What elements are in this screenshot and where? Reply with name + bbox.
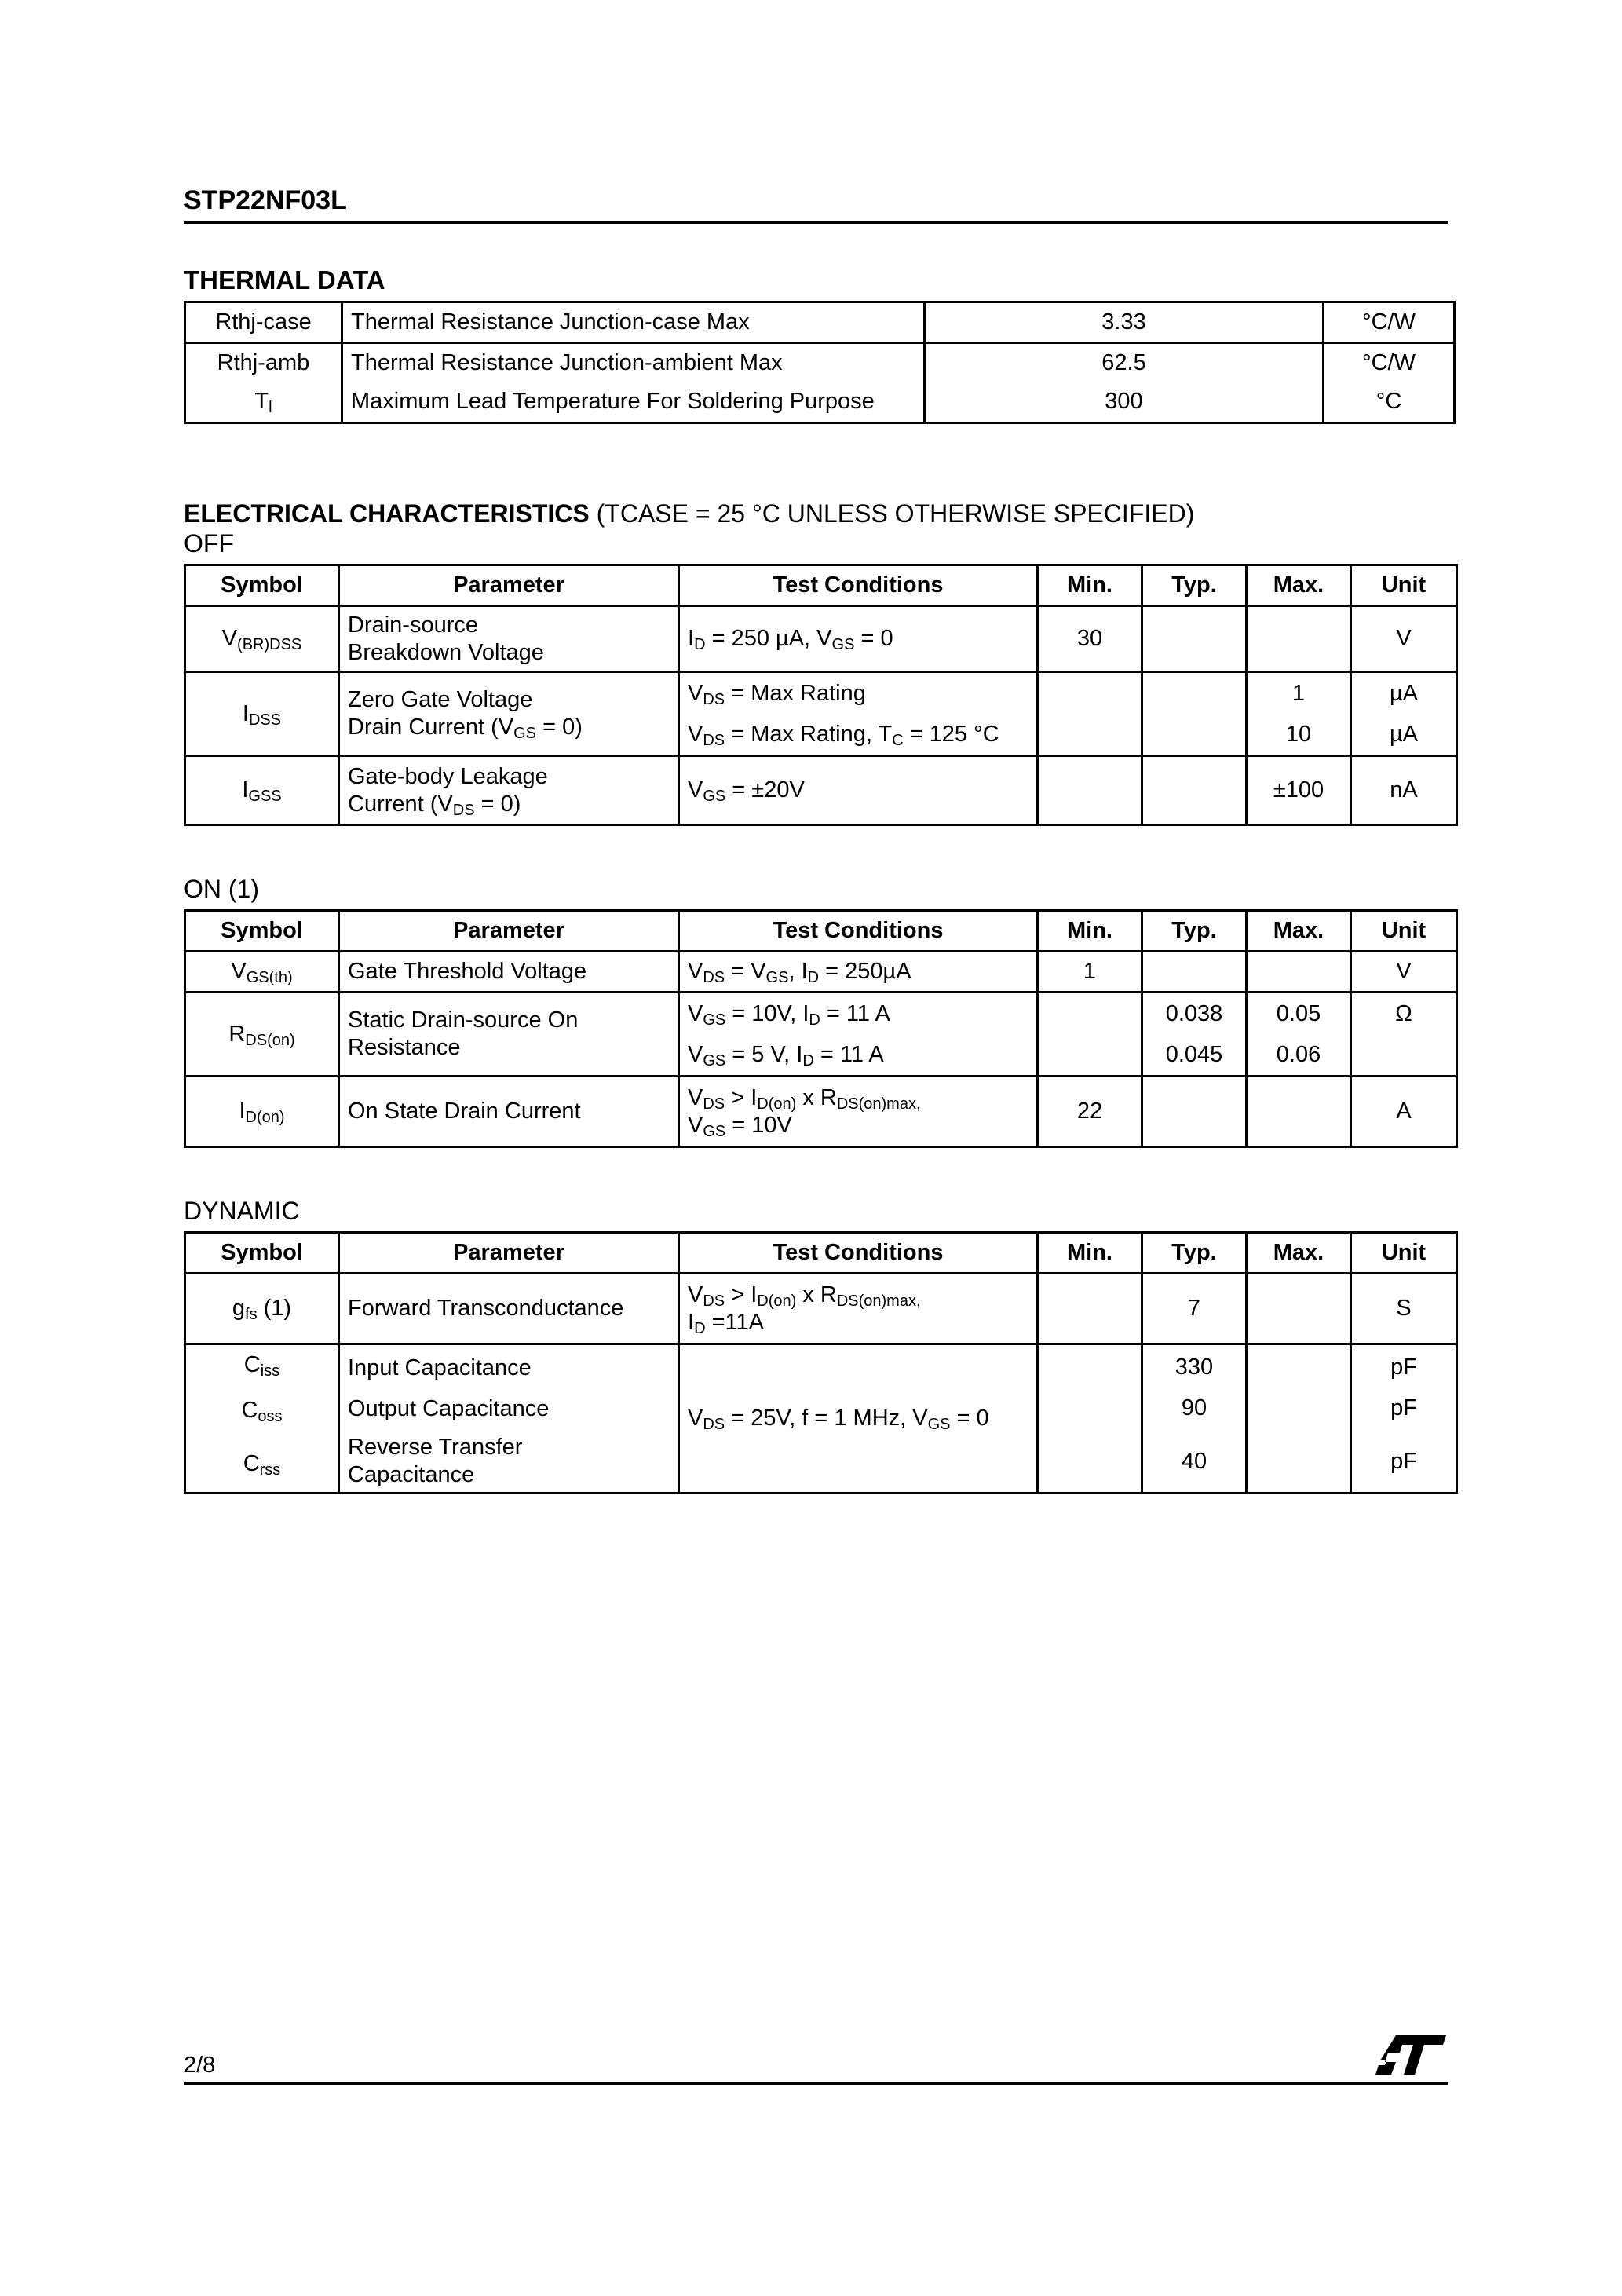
min-cell <box>1038 1274 1142 1344</box>
table-row <box>185 302 1455 343</box>
unit-cell: V <box>1351 952 1457 993</box>
unit-cell: nA <box>1351 756 1457 825</box>
table-header-row <box>185 911 1457 952</box>
parameter-cell: Static Drain-source On Resistance <box>339 993 679 1077</box>
header-symbol: Symbol <box>185 1233 339 1274</box>
typ-cell <box>1142 672 1247 756</box>
min-cell <box>1038 993 1142 1077</box>
symbol-cell: $g_{fs}$ (1) <box>185 1274 339 1344</box>
max-cell <box>1247 1274 1351 1344</box>
typ-cell: 330 90 40 <box>1142 1344 1247 1493</box>
header-parameter: Parameter <box>339 565 679 606</box>
parameter-cell: Gate-body Leakage Current $(V_{DS} = 0)$ <box>339 756 679 825</box>
thermal-parameter: Thermal Resistance Junction-ambient Max <box>342 343 925 382</box>
header-typ: Typ. <box>1142 911 1247 952</box>
conditions-cell: $V_{DS} = V_{GS}$, $I_D = 250\mu A$ <box>679 952 1038 993</box>
thermal-value: 62.5 <box>925 343 1324 382</box>
max-cell: ±100 <box>1247 756 1351 825</box>
min-cell: 22 <box>1038 1077 1142 1147</box>
on-section-title: ON (1) <box>184 875 259 903</box>
header-unit: Unit <box>1351 565 1457 606</box>
typ-cell: 7 <box>1142 1274 1247 1344</box>
thermal-unit: °C/W <box>1324 343 1455 382</box>
table-row <box>185 606 1457 672</box>
conditions-cell: $V_{DS} > I_{D(on)}$ x $R_{DS(on)max,}$ $V_{GS} = 10V$ <box>679 1077 1038 1147</box>
symbol-cell: $I_{DSS}$ <box>185 672 339 756</box>
table-row <box>185 382 1455 423</box>
off-table <box>184 564 1458 826</box>
off-section-title: OFF <box>184 529 234 558</box>
table-row <box>185 1077 1457 1147</box>
table-header-row <box>185 1233 1457 1274</box>
dynamic-table <box>184 1231 1458 1494</box>
table-header-row <box>185 565 1457 606</box>
thermal-value: 300 <box>925 382 1324 423</box>
unit-cell: V <box>1351 606 1457 672</box>
symbol-cell: $I_{D(on)}$ <box>185 1077 339 1147</box>
parameter-cell: Gate Threshold Voltage <box>339 952 679 993</box>
header-typ: Typ. <box>1142 565 1247 606</box>
conditions-cell: $V_{GS} = 10V$, $I_D = 11$ A $V_{GS} = 5$ V, $I_D = 11$ A <box>679 993 1038 1077</box>
table-row <box>185 756 1457 825</box>
unit-cell: pF pF pF <box>1351 1344 1457 1493</box>
table-row <box>185 672 1457 756</box>
st-logo-icon <box>1374 2032 1448 2078</box>
max-cell <box>1247 1344 1351 1493</box>
typ-cell: 0.038 0.045 <box>1142 993 1247 1077</box>
unit-cell: S <box>1351 1274 1457 1344</box>
max-cell <box>1247 1077 1351 1147</box>
on-table <box>184 909 1458 1148</box>
header-rule <box>184 221 1448 224</box>
header-max: Max. <box>1247 565 1351 606</box>
page-title: STP22NF03L <box>184 185 347 215</box>
symbol-cell: $V_{(BR)DSS}$ <box>185 606 339 672</box>
header-conditions: Test Conditions <box>679 565 1038 606</box>
header-unit: Unit <box>1351 1233 1457 1274</box>
max-cell <box>1247 606 1351 672</box>
symbol-cell: $C_{iss}$ $C_{oss}$ $C_{rss}$ <box>185 1344 339 1493</box>
table-row <box>185 952 1457 993</box>
thermal-unit: °C/W <box>1324 302 1455 343</box>
conditions-cell: $V_{GS} = \pm 20V$ <box>679 756 1038 825</box>
header-min: Min. <box>1038 1233 1142 1274</box>
table-row <box>185 993 1457 1077</box>
thermal-symbol: Rthj-amb <box>185 343 342 382</box>
header-parameter: Parameter <box>339 911 679 952</box>
header-symbol: Symbol <box>185 911 339 952</box>
thermal-data-title: THERMAL DATA <box>184 265 385 294</box>
header-parameter: Parameter <box>339 1233 679 1274</box>
parameter-cell: On State Drain Current <box>339 1077 679 1147</box>
max-cell: 1 10 <box>1247 672 1351 756</box>
table-row <box>185 1344 1457 1493</box>
header-typ: Typ. <box>1142 1233 1247 1274</box>
min-cell: 30 <box>1038 606 1142 672</box>
header-conditions: Test Conditions <box>679 911 1038 952</box>
unit-cell: Ω <box>1351 993 1457 1077</box>
thermal-unit: °C <box>1324 382 1455 423</box>
symbol-cell: $V_{GS(th)}$ <box>185 952 339 993</box>
min-cell <box>1038 756 1142 825</box>
conditions-cell: $I_D = 250$ µA, $V_{GS} = 0$ <box>679 606 1038 672</box>
unit-cell: µA µA <box>1351 672 1457 756</box>
typ-cell <box>1142 952 1247 993</box>
header-unit: Unit <box>1351 911 1457 952</box>
symbol-cell: $R_{DS(on)}$ <box>185 993 339 1077</box>
footer-rule <box>184 2082 1448 2085</box>
header-min: Min. <box>1038 911 1142 952</box>
header-symbol: Symbol <box>185 565 339 606</box>
thermal-value: 3.33 <box>925 302 1324 343</box>
conditions-cell: $V_{DS}$ = Max Rating $V_{DS}$ = Max Rating, $T_C = 125$ °C <box>679 672 1038 756</box>
parameter-cell: Input Capacitance Output Capacitance Reverse Transfer Capacitance <box>339 1344 679 1493</box>
thermal-symbol: Rthj-case <box>185 302 342 343</box>
dynamic-section-title: DYNAMIC <box>184 1197 300 1225</box>
min-cell: 1 <box>1038 952 1142 993</box>
unit-cell: A <box>1351 1077 1457 1147</box>
st-logo-text <box>1448 2032 1449 2033</box>
min-cell <box>1038 1344 1142 1493</box>
thermal-parameter: Maximum Lead Temperature For Soldering Purpose <box>342 382 925 423</box>
typ-cell <box>1142 756 1247 825</box>
parameter-cell: Forward Transconductance <box>339 1274 679 1344</box>
page-number: 2/8 <box>184 2053 216 2078</box>
table-row <box>185 343 1455 382</box>
header-conditions: Test Conditions <box>679 1233 1038 1274</box>
conditions-cell: $V_{DS} > I_{D(on)}$ x $R_{DS(on)max,}$ $I_D =11A$ <box>679 1274 1038 1344</box>
typ-cell <box>1142 1077 1247 1147</box>
conditions-cell: $V_{DS} = 25V$, f = 1 MHz, $V_{GS} = 0$ <box>679 1344 1038 1493</box>
max-cell: 0.05 0.06 <box>1247 993 1351 1077</box>
symbol-cell: $I_{GSS}$ <box>185 756 339 825</box>
max-cell <box>1247 952 1351 993</box>
min-cell <box>1038 672 1142 756</box>
parameter-cell: Zero Gate Voltage Drain Current $(V_{GS} = 0)$ <box>339 672 679 756</box>
header-max: Max. <box>1247 1233 1351 1274</box>
electrical-characteristics-title: ELECTRICAL CHARACTERISTICS (TCASE = 25 °C UNLESS OTHERWISE SPECIFIED) <box>184 499 1195 528</box>
header-max: Max. <box>1247 911 1351 952</box>
table-row <box>185 1274 1457 1344</box>
thermal-parameter: Thermal Resistance Junction-case Max <box>342 302 925 343</box>
thermal-data-table <box>184 301 1456 424</box>
header-min: Min. <box>1038 565 1142 606</box>
typ-cell <box>1142 606 1247 672</box>
thermal-symbol: $T_l$ <box>185 382 342 423</box>
parameter-cell: Drain-source Breakdown Voltage <box>339 606 679 672</box>
st-logo-svg <box>1374 2032 1448 2078</box>
